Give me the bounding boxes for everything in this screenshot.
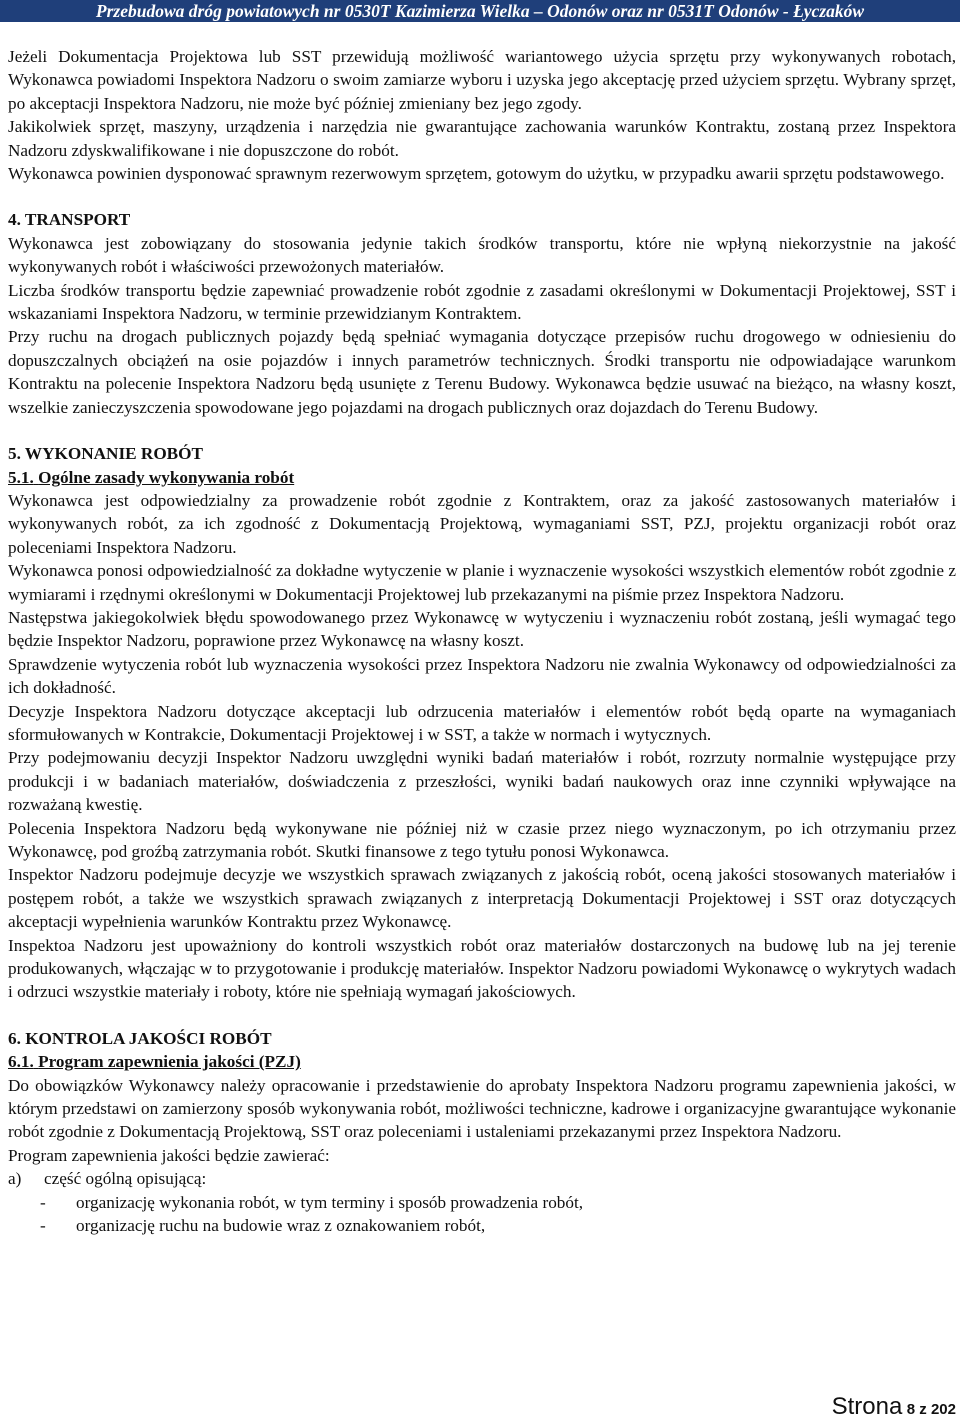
footer-page-label: Strona (831, 1393, 903, 1420)
dash-list-item (8, 1191, 956, 1214)
list-item-text: część ogólną opisującą: (44, 1169, 207, 1189)
subsection-6-1-number: 6.1. (8, 1052, 34, 1072)
section-4-paragraph-1: Wykonawca jest zobowiązany do stosowania jedynie takich środków transportu, które nie wpłyną niekorzystnie na jakość wykonywanych robót i właściwości przewożonych materiałów. (8, 233, 956, 277)
section-5-paragraph: Polecenia Inspektora Nadzoru będą wykonywane nie później niż w czasie przez niego wyznaczonym, po ich otrzymaniu przez Wykonawcę, pod groźbą zatrzymania robót. Skutki finansowe z tego tytułu ponosi Wykonawca. (8, 818, 956, 861)
section-4-paragraph-2: Liczba środków transportu będzie zapewniać prowadzenie robót zgodnie z zasadami określonymi w Dokumentacji Projektowej, SST i wskazaniami Inspektora Nadzoru, w terminie przewidzianym Kontraktem. (8, 280, 956, 324)
intro-paragraph-2: Jakikolwiek sprzęt, maszyny, urządzenia i narzędzia nie gwarantujące zachowania warunków Kontraktu, zostaną przez Inspektora Nadzoru zdyskwalifikowane i nie dopuszczone do robót. (8, 117, 956, 160)
section-5-paragraph: Decyzje Inspektora Nadzoru dotyczące akceptacji lub odrzucenia materiałów i elementów robót będą oparte na wymaganiach sformułowanych w Kontrakcie, Dokumentacji Projektowej i w SST, a także w normach i wytycznych. (8, 701, 956, 744)
subsection-5-1-title: Ogólne zasady wykonywania robót (38, 467, 295, 487)
section-5-heading: 5. WYKONANIE ROBÓT (8, 444, 203, 464)
running-header (0, 0, 960, 22)
section-6-paragraph-2: Program zapewnienia jakości będzie zawierać: (8, 1145, 330, 1165)
section-6-paragraph-1: Do obowiązków Wykonawcy należy opracowanie i przedstawienie do aprobaty Inspektora Nadzoru programu zapewnienia jakości, w którym przedstawi on zamierzony sposób wykonywania robót, możliwości techniczne, kadrowe i organizacyjne gwarantujące wykonanie robót zgodnie z Dokumentacją Projektową, SST oraz poleceniami i ustaleniami przekazanymi przez Inspektora Nadzoru. (8, 1075, 956, 1142)
subsection-6-1-title: Program zapewnienia jakości (PZJ) (38, 1052, 301, 1072)
dash-marker: - (40, 1192, 46, 1212)
section-4-paragraph-3: Przy ruchu na drogach publicznych pojazdy będą spełniać wymagania dotyczące przepisów ruchu drogowego w odniesieniu do dopuszczalnych obciążeń na osie pojazdów i innych parametrów technicznych. Środki transportu nie odpowiadające warunkom Kontraktu na polecenie Inspektora Nadzoru będą usunięte z Terenu Budowy. Wykonawca będzie usuwać na bieżąco, na własny koszt, wszelkie zanieczyszczenia spowodowane jego pojazdami na drogach publicznych oraz dojazdach do Terenu Budowy. (8, 327, 956, 417)
section-5-paragraph: Inspektor Nadzoru podejmuje decyzje we wszystkich sprawach związanych z jakością robót, oceną jakości stosowanych materiałów i postępem robót, a także we wszystkich sprawach związanych z interpretacją Dokumentacji Projektowej i SST oraz dotyczących akceptacji wypełnienia warunków Kontraktu przez Wykonawcę. (8, 865, 956, 932)
subsection-5-1-number: 5.1. (8, 467, 34, 487)
document-body (8, 45, 956, 1238)
section-5-paragraph: Przy podejmowaniu decyzji Inspektor Nadzoru uwzględni wyniki badań materiałów i robót, rozrzuty normalnie występujące przy produkcji i w badaniach materiałów, doświadczenia z przeszłości, wyniki badań naukowych oraz inne czynniki wpływające na rozważaną kwestię. (8, 748, 956, 815)
dash-list-item-text: organizację ruchu na budowie wraz z oznakowaniem robót, (76, 1216, 486, 1236)
section-5-paragraph: Wykonawca ponosi odpowiedzialność za dokładne wytyczenie w planie i wyznaczenie wysokości wszystkich elementów robót zgodnie z wymiarami i rzędnymi określonymi w Dokumentacji Projektowej lub przekazanymi na piśmie przez Inspektora Nadzoru. (8, 561, 956, 604)
section-4-heading: 4. TRANSPORT (8, 210, 131, 230)
header-title: Przebudowa dróg powiatowych nr 0530T Kazimierza Wielka – Odonów oraz nr 0531T Odonów - Łyczaków (95, 1, 865, 21)
list-item-a (8, 1167, 956, 1190)
dash-marker: - (40, 1216, 46, 1236)
section-5-paragraph: Sprawdzenie wytyczenia robót lub wyznaczenia wysokości przez Inspektora Nadzoru nie zwalnia Wykonawcy od odpowiedzialności za ich dokładność. (8, 654, 956, 698)
subsection-5-1-heading (8, 466, 956, 489)
dash-list-item-text: organizację wykonania robót, w tym terminy i sposób prowadzenia robót, (76, 1192, 584, 1212)
dash-list-item (8, 1214, 956, 1237)
subsection-6-1-heading (8, 1050, 956, 1073)
section-5-paragraph: Wykonawca jest odpowiedzialny za prowadzenie robót zgodnie z Kontraktem, oraz za jakość zastosowanych materiałów i wykonywanych robót, za ich zgodność z Dokumentacją Projektową, wymaganiami SST, PZJ, projektu organizacji robót oraz poleceniami Inspektora Nadzoru. (8, 490, 956, 557)
section-5-paragraph: Inspektoa Nadzoru jest upoważniony do kontroli wszystkich robót oraz materiałów dostarczonych na budowę lub na jej terenie produkowanych, włączając w to przygotowanie i produkcję materiałów. Inspektor Nadzoru powiadomi Wykonawcę o wykrytych wadach i odrzuci wszystkie materiały i roboty, które nie spełniają wymagań jakościowych. (8, 935, 956, 1002)
footer-page-number: 8 z 202 (906, 1401, 956, 1418)
intro-paragraph-3: Wykonawca powinien dysponować sprawnym rezerwowym sprzętem, gotowym do użytku, w przypadku awarii sprzętu podstawowego. (8, 164, 945, 184)
page-footer (832, 1393, 956, 1421)
section-5-paragraph: Następstwa jakiegokolwiek błędu spowodowanego przez Wykonawcę w wytyczeniu i wyznaczeniu robót zostaną, jeśli wymagać tego będzie Inspektor Nadzoru, poprawione przez Wykonawcę na własny koszt. (8, 607, 956, 651)
list-marker: a) (8, 1169, 22, 1189)
intro-paragraph-1: Jeżeli Dokumentacja Projektowa lub SST przewidują możliwość wariantowego użycia sprzętu przy wykonywanych robotach, Wykonawca powiadomi Inspektora Nadzoru o swoim zamiarze wyboru i uzyska jego akceptację przed użyciem sprzętu. Wybrany sprzęt, po akceptacji Inspektora Nadzoru, nie może być później zmieniany bez jego zgody. (8, 47, 956, 113)
section-6-heading: 6. KONTROLA JAKOŚCI ROBÓT (8, 1028, 272, 1048)
